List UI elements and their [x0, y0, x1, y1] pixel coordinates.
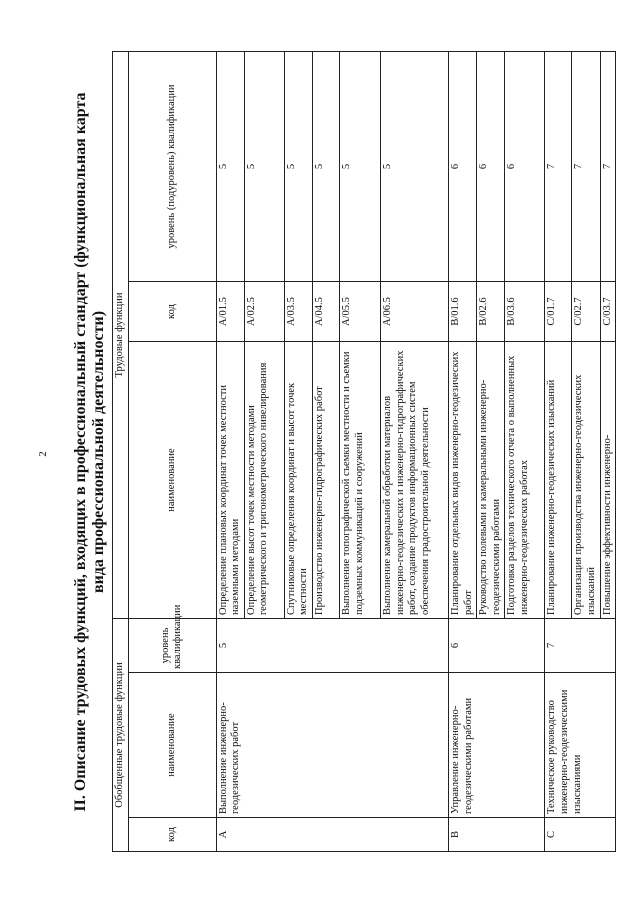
function-code: A/04.5 — [312, 282, 339, 342]
group-name: Управление инженерно-геодезическими работами — [448, 673, 544, 818]
function-code: B/02.6 — [477, 282, 505, 342]
function-level: 6 — [477, 51, 505, 281]
header-code: код — [128, 818, 216, 852]
group-level: 6 — [448, 619, 544, 673]
function-level: 6 — [505, 51, 545, 281]
rotated-page — [66, 52, 613, 852]
function-level: 7 — [572, 51, 600, 281]
function-name: Руководство полевыми и камеральными инженерно-геодезическими работами — [477, 342, 505, 619]
function-name: Выполнение топографической съемки местности и съемки подземных коммуникаций и сооружений — [339, 342, 380, 619]
function-code: A/03.5 — [284, 282, 312, 342]
table-row — [448, 51, 476, 851]
group-code: B — [448, 818, 544, 852]
table-row — [545, 51, 572, 851]
page-number: 2 — [37, 451, 49, 457]
function-level: 5 — [380, 51, 448, 281]
header-generalized: Обобщенные трудовые функции — [113, 619, 129, 852]
function-code: C/01.7 — [545, 282, 572, 342]
function-name: Производство инженерно-гидрографических работ — [312, 342, 339, 619]
function-name: Определение высот точек местности методами геометрического и тригонометрического нивелирования — [244, 342, 284, 619]
function-name: Спутниковые определения координат и высот точек местности — [284, 342, 312, 619]
function-level: 5 — [339, 51, 380, 281]
function-level: 7 — [545, 51, 572, 281]
section-title: II. Описание трудовых функций, входящих в профессиональный стандарт (функциональная карта вида профессиональной деятельности) — [72, 92, 107, 812]
function-name: Подготовка разделов технического отчета о выполненных инженерно-геодезических работах — [505, 342, 545, 619]
group-level: 7 — [545, 619, 616, 673]
header-name: наименование — [128, 673, 216, 818]
header-function-name: наименование — [128, 342, 216, 619]
group-code: C — [545, 818, 616, 852]
function-name: Определение плановых координат точек местности наземными методами — [216, 342, 244, 619]
header-level: уровень квалификации — [128, 619, 216, 673]
function-name: Планирование инженерно-геодезических изысканий — [545, 342, 572, 619]
function-level: 6 — [448, 51, 476, 281]
function-name: Повышение эффективности инженерно- — [600, 342, 616, 619]
header-row-2 — [128, 51, 216, 851]
function-level: 5 — [284, 51, 312, 281]
function-name: Выполнение камеральной обработки материалов инженерно-геодезических и инженерно-гидрографических работ, создание продуктов информационных систем обеспечения градостроительной деятельности — [380, 342, 448, 619]
function-code: C/02.7 — [572, 282, 600, 342]
group-name: Выполнение инженерно-геодезических работ — [216, 673, 448, 818]
function-level: 5 — [312, 51, 339, 281]
group-level: 5 — [216, 619, 448, 673]
functional-map-table — [112, 51, 616, 852]
function-level: 5 — [216, 51, 244, 281]
group-code: A — [216, 818, 448, 852]
function-code: A/02.5 — [244, 282, 284, 342]
function-code: A/01.5 — [216, 282, 244, 342]
function-code: B/03.6 — [505, 282, 545, 342]
header-row-1 — [113, 51, 129, 851]
function-code: B/01.6 — [448, 282, 476, 342]
function-level: 7 — [600, 51, 616, 281]
table-row — [216, 51, 244, 851]
function-name: Планирование отдельных видов инженерно-геодезических работ — [448, 342, 476, 619]
function-code: A/05.5 — [339, 282, 380, 342]
function-level: 5 — [244, 51, 284, 281]
header-function-level: уровень (подуровень) квалификации — [128, 51, 216, 281]
header-function-code: код — [128, 282, 216, 342]
group-name: Техническое руководство инженерно-геодезическими изысканиями — [545, 673, 616, 818]
function-name: Организация производства инженерно-геодезических изысканий — [572, 342, 600, 619]
function-code: C/03.7 — [600, 282, 616, 342]
table-body — [216, 51, 616, 851]
function-code: A/06.5 — [380, 282, 448, 342]
header-labor-functions: Трудовые функции — [113, 51, 129, 618]
